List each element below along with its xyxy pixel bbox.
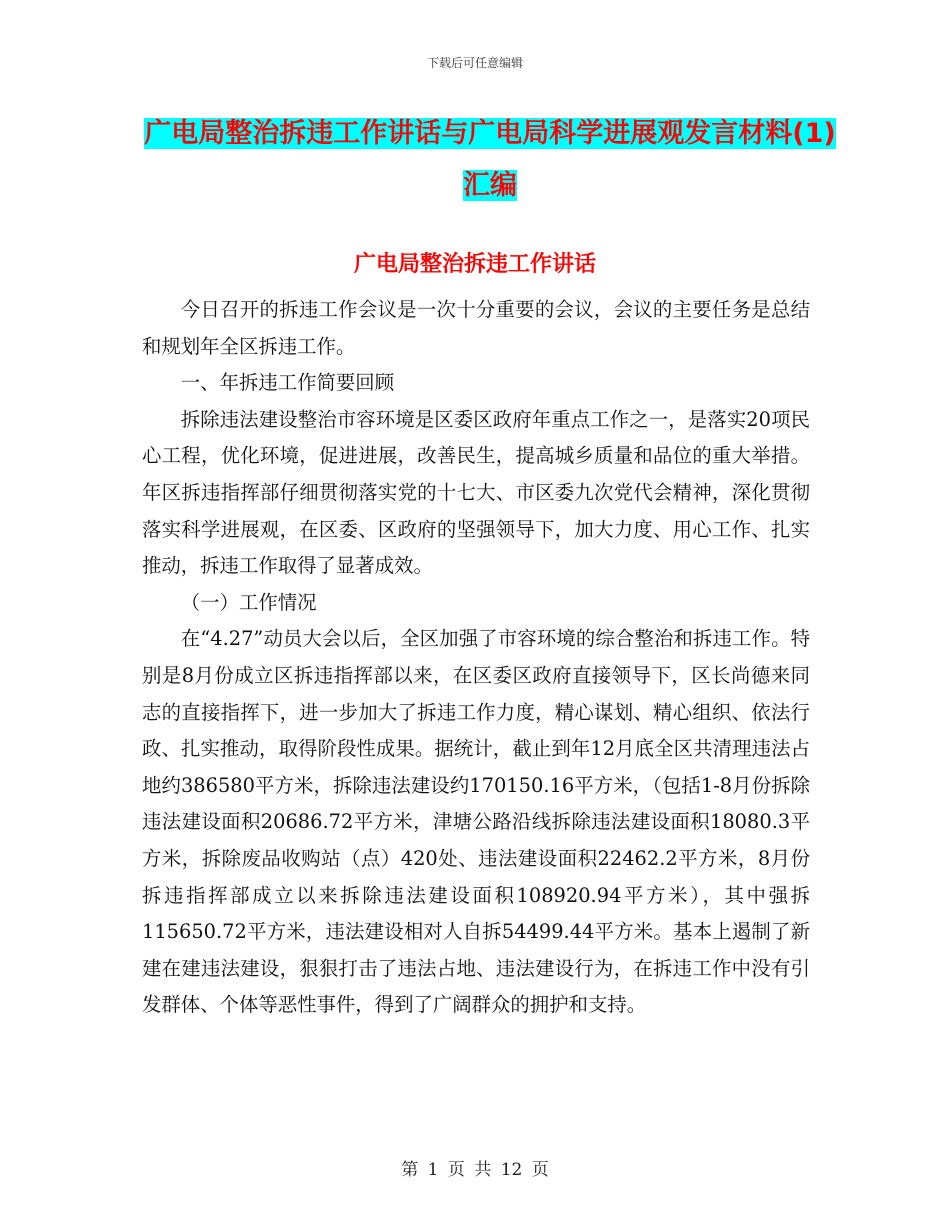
heading-review: 一、年拆违工作简要回顾	[180, 371, 395, 395]
document-body	[142, 292, 810, 1024]
paragraph-intro: 今日召开的拆违工作会议是一次十分重要的会议，会议的主要任务是总结和规划年全区拆违工作。	[142, 298, 810, 358]
section-title: 广电局整治拆违工作讲话	[353, 252, 596, 277]
document-title	[140, 108, 840, 212]
paragraph-statistics: 在“4.27”动员大会以后，全区加强了市容环境的综合整治和拆违工作。特别是8月份成立区拆违指挥部以来，在区委区政府直接领导下，区长尚德来同志的直接指挥下，进一步加大了拆违工作力度，精心谋划、精心组织、依法行政、扎实推动，取得阶段性成果。据统计，截止到年12月底全区共清理违法占地约386580平方米，拆除违法建设约170150.16平方米，（包括1-8月份拆除违法建设面积20686.72平方米，津塘公路沿线拆除违法建设面积18080.3平方米，拆除废品收购站（点）420处、违法建设面积22462.2平方米，8月份拆违指挥部成立以来拆除违法建设面积108920.94平方米），其中强拆115650.72平方米，违法建设相对人自拆54499.44平方米。基本上遏制了新建在建违法建设，狠狠打击了违法占地、违法建设行为，在拆违工作中没有引发群体、个体等恶性事件，得到了广阔群众的拥护和支持。	[142, 627, 810, 1017]
header-note: 下载后可任意编辑	[426, 56, 523, 70]
document-title-text: 广电局整治拆违工作讲话与广电局科学进展观发言材料(1)汇编	[144, 118, 836, 201]
paragraph-overview: 拆除违法建设整治市容环境是区委区政府年重点工作之一，是落实20项民心工程，优化环境，促进进展，改善民生，提高城乡质量和品位的重大举措。年区拆违指挥部仔细贯彻落实党的十七大、市区委九次党代会精神，深化贯彻落实科学进展观，在区委、区政府的坚强领导下，加大力度、用心工作、扎实推动，拆违工作取得了显著成效。	[142, 407, 810, 578]
page-number: 第 1 页 共 12 页	[401, 1160, 549, 1180]
heading-work-status: （一）工作情况	[180, 590, 317, 614]
